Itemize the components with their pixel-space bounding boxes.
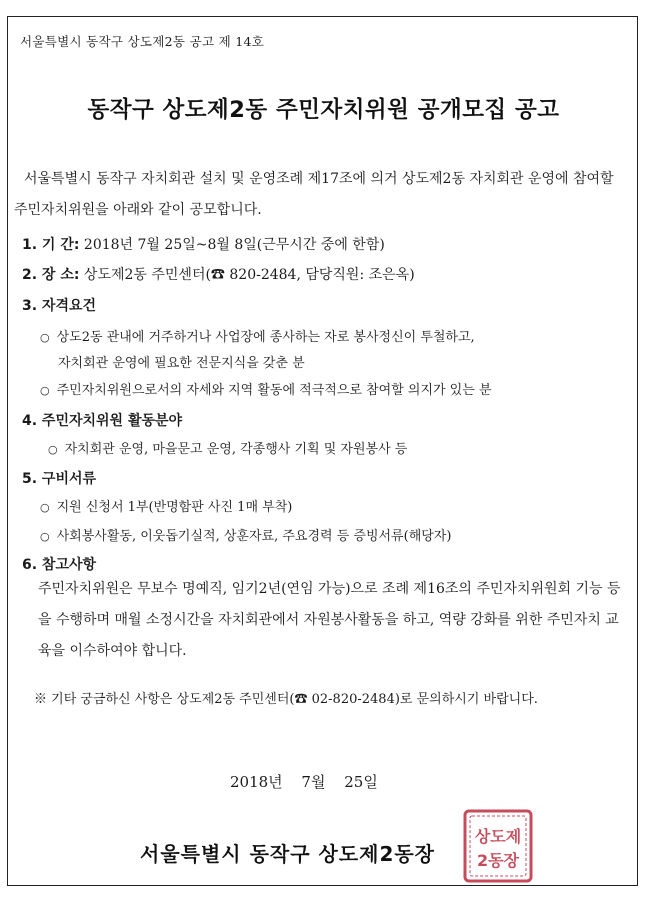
section-activities: [22, 410, 182, 430]
document-title: 동작구 상도제2동 주민자치위원 공개모집 공고: [87, 97, 560, 123]
issuer-name: 서울특별시 동작구 상도제2동장: [140, 842, 436, 866]
bullet-icon: ○: [40, 384, 50, 397]
qualification-item: [40, 379, 492, 398]
section-place: [22, 264, 415, 284]
qualification-text: 주민자치위원으로서의 자세와 지역 활동에 적극적으로 참여할 의지가 있는 분: [56, 383, 492, 398]
section-place-text: 상도제2동 주민센터(☎ 820-2484, 담당직원: 조은옥): [83, 267, 415, 283]
document-item: [40, 525, 451, 544]
bullet-icon: ○: [40, 530, 50, 543]
activity-item: [48, 438, 407, 457]
bullet-icon: ○: [40, 501, 50, 514]
qualification-item-continued: 자치회관 운영에 필요한 전문지식을 갖춘 분: [58, 356, 305, 371]
section-period-heading: 1. 기 간:: [22, 237, 80, 253]
svg-text:2동장: 2동장: [476, 851, 520, 870]
svg-text:상도제: 상도제: [474, 827, 522, 846]
section-qualifications-heading: 3. 자격요건: [22, 298, 97, 314]
section-activities-heading: 4. 주민자치위원 활동분야: [22, 413, 183, 429]
section-period: [22, 234, 385, 254]
qualification-item: [40, 326, 475, 345]
notice-number: 서울특별시 동작구 상도제2동 공고 제 14호: [20, 34, 265, 49]
section-qualifications: [22, 295, 96, 315]
document-text: 지원 신청서 1부(반명함판 사진 1매 부착): [56, 500, 293, 515]
intro-paragraph: 서울특별시 동작구 자치회관 설치 및 운영조례 제17조에 의거 상도제2동 자치회관 운영에 참여할 주민자치위원을 아래와 같이 공모합니다.: [14, 171, 614, 218]
bullet-icon: ○: [48, 443, 58, 456]
section-place-heading: 2. 장 소:: [22, 267, 80, 283]
section-documents: [22, 468, 96, 488]
section-period-text: 2018년 7월 25일~8월 8일(근무시간 중에 한함): [83, 237, 385, 253]
section-notes: [22, 554, 96, 574]
inquiry-note: ※ 기타 궁금하신 사항은 상도제2동 주민센터(☎ 02-820-2484)로 문의하시기 바랍니다.: [34, 692, 538, 707]
document-text: 사회봉사활동, 이웃돕기실적, 상훈자료, 주요경력 등 증빙서류(해당자): [56, 529, 452, 544]
bullet-icon: ○: [40, 331, 50, 344]
section-documents-heading: 5. 구비서류: [22, 471, 97, 487]
activity-text: 자치회관 운영, 마을문고 운영, 각종행사 기획 및 자원봉사 등: [64, 442, 408, 457]
document-item: [40, 496, 292, 515]
section-notes-heading: 6. 참고사항: [22, 557, 97, 573]
qualification-text: 상도2동 관내에 거주하거나 사업장에 종사하는 자로 봉사정신이 투철하고,: [56, 330, 475, 345]
official-seal-icon: [462, 808, 534, 884]
notes-paragraph: 주민자치위원은 무보수 명예직, 임기2년(연임 가능)으로 조례 제16조의 주민자치위원회 기능 등을 수행하며 매월 소정시간을 자치회관에서 자원봉사활동을 하고, 역량 강화를 위한 주민자치 교육을 이수하여야 합니다.: [38, 581, 621, 659]
issue-date: 2018년 7월 25일: [230, 773, 378, 791]
